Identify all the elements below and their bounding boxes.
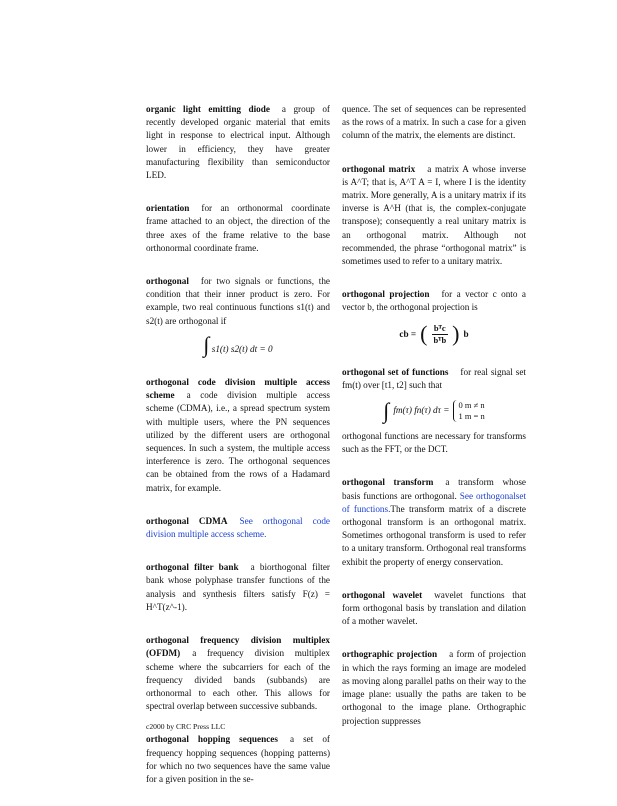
- entry-orthogonal: [146, 275, 330, 356]
- entry-orthogonal-cdma-scheme: [146, 376, 330, 495]
- definition: a frequency division multiplex scheme where the subcarriers for each of the frequency divided bands (subbands) are orthonormal to each other. This allows for spectral overlap between successive subbands.: [146, 648, 330, 712]
- definition: a code division multiple access scheme (CDMA), i.e., a spread spectrum system with multiple users, where the PN sequences utilized by the different users are orthogonal sequences. In such a system, the multiple access interference is zero. The orthogonal sequences can be obtained from the rows of a Hadamard matrix, for example.: [146, 390, 330, 493]
- orthonormal-equation: [342, 400, 526, 422]
- orthogonality-equation: [146, 331, 330, 357]
- case-one: 0 m ≠ n: [458, 400, 485, 411]
- fraction-denominator: bᵀb: [433, 334, 447, 345]
- definition: for a vector c onto a vector b, the orthogonal projection is: [342, 289, 526, 313]
- entry-ofdm: [146, 634, 330, 713]
- fraction-numerator: bᵀc: [433, 322, 446, 333]
- term: orthogonal filter bank: [146, 562, 239, 573]
- see-also-link[interactable]: See orthogonalset of functions.: [342, 490, 527, 514]
- left-column: [146, 103, 330, 806]
- entry-orthogonal-transform: [342, 476, 526, 568]
- entry-continuation: [342, 103, 526, 143]
- term: organic light emitting diode: [146, 104, 270, 114]
- equation-lhs: cb =: [399, 328, 417, 339]
- copyright-footer: c2000 by CRC Press LLC: [146, 722, 226, 731]
- definition: a matrix A whose inverse is A^T; that is, A^T A = I, where I is the identity matrix. More generally, A is a unitary matrix if its inverse is A^H (that is, the complex-conjugate transpose); consequently a real unitary matrix is an orthogonal matrix. Although not recommended, the phrase “orthogonal matrix” is sometimes used to refer to a unitary matrix.: [342, 163, 526, 267]
- definition: a set of frequency hopping sequences (hopping patterns) for which no two sequences have the same value for a given position in the se-: [146, 734, 330, 784]
- definition: a biorthogonal filter bank whose polyphase transfer functions of the analysis and synthesis filters satisfy F(z) = H^T(z^-1).: [146, 562, 330, 612]
- term: orthogonal CDMA: [146, 515, 228, 526]
- term: orthogonal matrix: [342, 163, 416, 174]
- term: orthogonal hopping sequences: [146, 734, 278, 745]
- right-column: [342, 103, 526, 748]
- term: orthogonal wavelet: [342, 589, 423, 600]
- definition: a form of projection in which the rays forming an image are modeled as moving along parallel paths on their way to the image plane: usually the paths are taken to be orthogonal to the image plane. Orthographic projection suppresses: [342, 649, 526, 726]
- definition-continued: The transform matrix of a discrete orthogonal transform is an orthogonal matrix. Sometimes orthogonal transform is used to refer to a unitary transform. Orthogonal real transforms exhibit the property of energy conservation.: [342, 503, 526, 567]
- term: orthogonal frequency division multiplex (OFDM): [146, 635, 330, 659]
- term: orthographic projection: [342, 649, 438, 660]
- term: orthogonal: [146, 276, 189, 287]
- projection-equation: [342, 323, 526, 346]
- see-also-link[interactable]: See orthogonal code division multiple access scheme.: [146, 515, 330, 540]
- entry-orthogonal-hopping-sequences: [146, 733, 330, 786]
- entry-orthogonal-projection: [342, 288, 526, 345]
- definition: for an orthonormal coordinate frame attached to an object, the direction of the three axes of the frame relative to the base orthonormal coordinate frame.: [146, 203, 330, 253]
- equation-cases: [453, 400, 484, 422]
- entry-organic-led: [146, 103, 330, 182]
- entry-orthogonal-filter-bank: [146, 561, 330, 614]
- definition: quence. The set of sequences can be represented as the rows of a matrix. In such a case for a given column of the matrix, the elements are distinct.: [342, 104, 526, 141]
- definition: wavelet functions that form orthogonal basis by translation and dilation of a mother wavelet.: [342, 589, 527, 627]
- term: orientation: [146, 203, 190, 214]
- integral-sign: ∫: [203, 331, 210, 357]
- definition: a transform whose basis functions are orthogonal.: [342, 477, 526, 501]
- term: orthogonal set of functions: [342, 366, 449, 377]
- term: orthogonal projection: [342, 289, 430, 300]
- definition: for real signal set fm(t) over [t1, t2] such that: [342, 366, 526, 390]
- integral-sign: ∫: [383, 398, 390, 424]
- equation-integrand: fm(τ) fn(τ) dτ =: [393, 405, 450, 416]
- equation-rhs: b: [463, 328, 469, 339]
- entry-orientation: [146, 202, 330, 255]
- entry-orthogonal-cdma: [146, 515, 330, 541]
- entry-orthogonal-matrix: [342, 163, 526, 269]
- term: orthogonal transform: [342, 477, 434, 488]
- entry-orthographic-projection: [342, 648, 526, 727]
- term: orthogonal code division multiple access scheme: [146, 377, 330, 401]
- right-paren: ): [452, 321, 460, 347]
- entry-orthogonal-wavelet: [342, 589, 526, 629]
- fraction: [431, 323, 448, 346]
- equation-body: s1(t) s2(t) dt = 0: [211, 343, 273, 354]
- definition: for two signals or functions, the condition that their inner product is zero. For example, two real continuous functions s1(t) and s2(t) are orthogonal if: [146, 276, 330, 326]
- left-paren: (: [420, 321, 428, 347]
- definition-continued: orthogonal functions are necessary for transforms such as the FFT, or the DCT.: [342, 431, 526, 455]
- entry-orthogonal-set-of-functions: [342, 366, 526, 457]
- definition: a group of recently developed organic material that emits light in response to electrical input. Although lower in efficiency, they have greater manufacturing flexibility than semiconductor LED.: [146, 104, 330, 181]
- case-two: 1 m = n: [458, 411, 485, 422]
